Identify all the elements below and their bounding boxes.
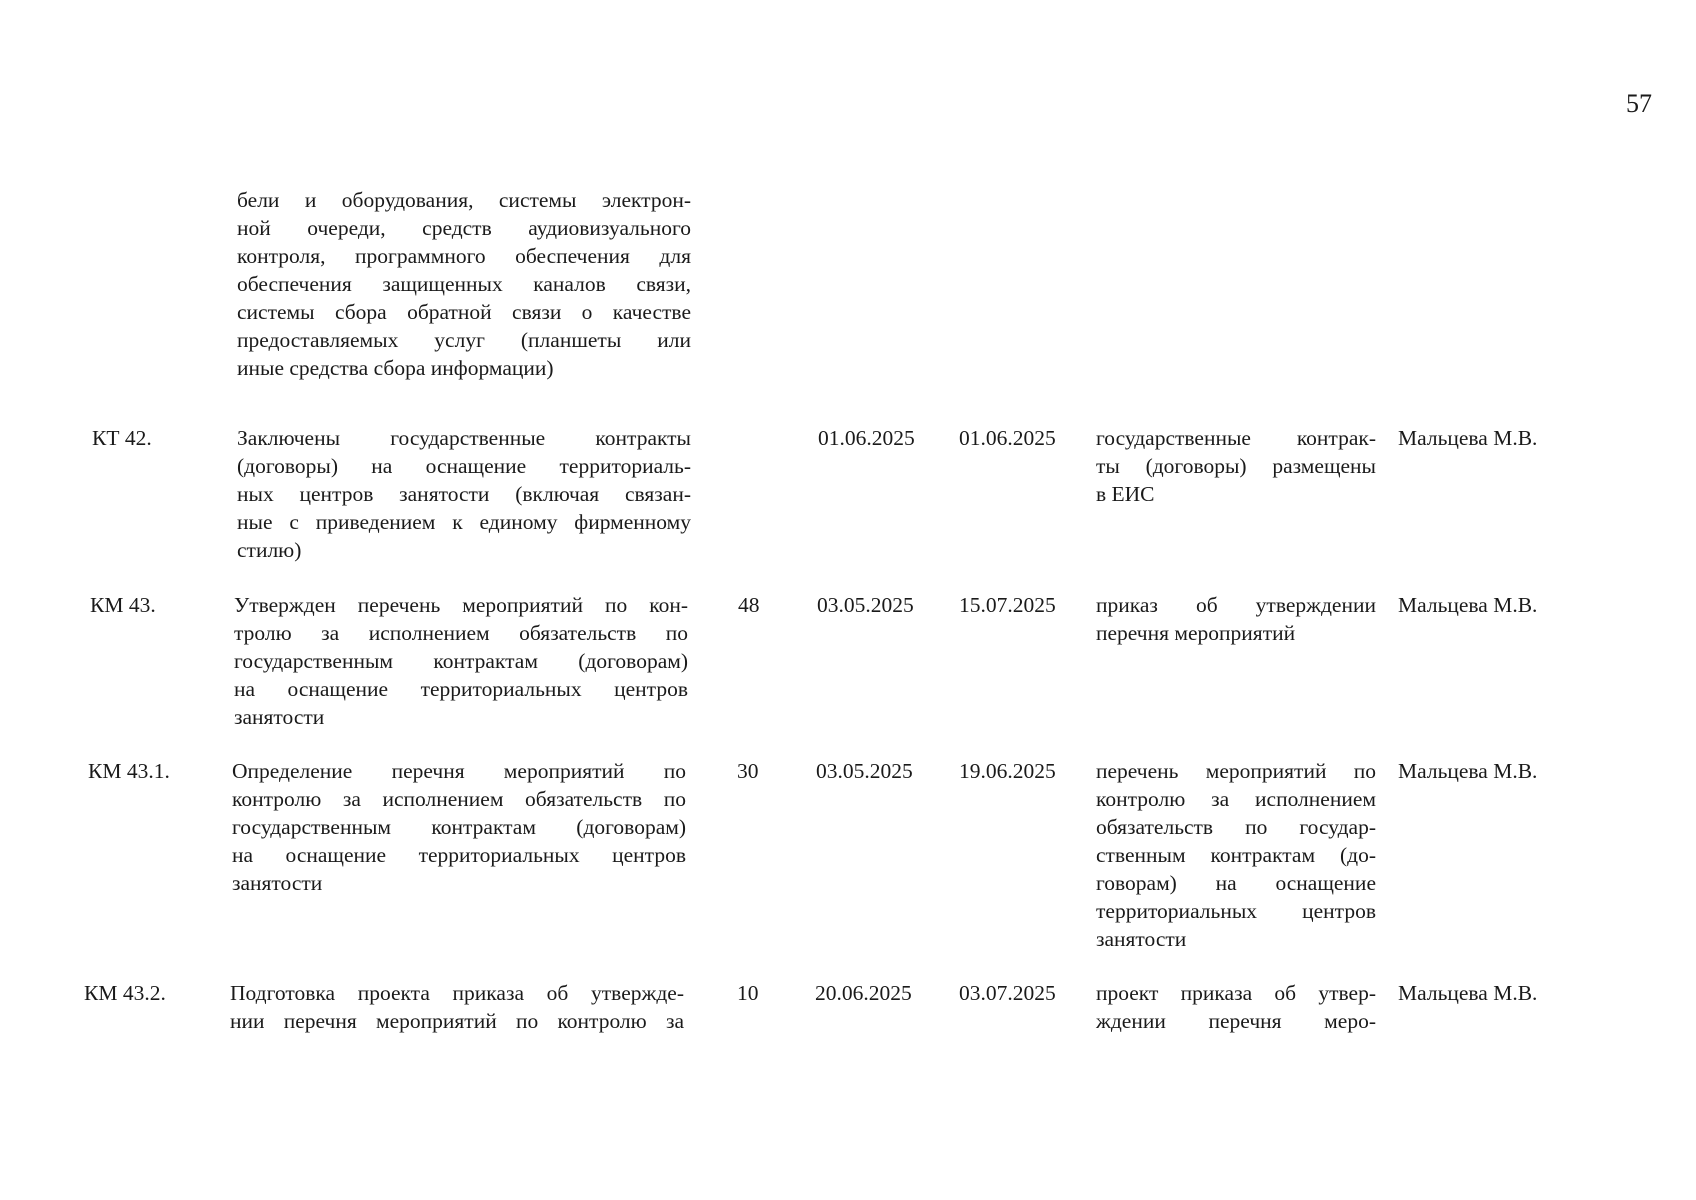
name-line: (договоры) на оснащение территориаль- (237, 454, 691, 478)
row-code: КМ 43.2. (84, 981, 166, 1005)
name-line: иные средства сбора информации) (237, 356, 554, 380)
row-code: КМ 43. (90, 593, 156, 617)
row-days: 10 (737, 981, 759, 1005)
row-days: 30 (737, 759, 759, 783)
result-line: ты (договоры) размещены (1096, 454, 1376, 478)
name-line: тролю за исполнением обязательств по (234, 621, 688, 645)
result-line: территориальных центров (1096, 899, 1376, 923)
name-line: контролю за исполнением обязательств по (232, 787, 686, 811)
result-line: перечня мероприятий (1096, 621, 1296, 645)
name-line: Утвержден перечень мероприятий по кон- (234, 593, 688, 617)
row-start-date: 03.05.2025 (817, 593, 914, 617)
name-line: ных центров занятости (включая связан- (237, 482, 691, 506)
row-result (1096, 979, 1376, 1035)
row-name (234, 591, 688, 731)
row-name (230, 979, 684, 1035)
row-name (237, 186, 691, 382)
row-responsible: Мальцева М.В. (1398, 426, 1538, 450)
name-line: занятости (234, 705, 325, 729)
row-responsible: Мальцева М.В. (1398, 981, 1538, 1005)
name-line: государственным контрактам (договорам) (234, 649, 688, 673)
result-line: говорам) на оснащение (1096, 871, 1376, 895)
page-number: 57 (1626, 89, 1652, 118)
result-line: ственным контрактам (до- (1096, 843, 1376, 867)
name-line: на оснащение территориальных центров (232, 843, 686, 867)
row-end-date: 03.07.2025 (959, 981, 1056, 1005)
row-end-date: 01.06.2025 (959, 426, 1056, 450)
result-line: проект приказа об утвер- (1096, 981, 1376, 1005)
row-name (237, 424, 691, 564)
row-start-date: 20.06.2025 (815, 981, 912, 1005)
name-line: контроля, программного обеспечения для (237, 244, 691, 268)
row-result (1096, 424, 1376, 508)
name-line: Заключены государственные контракты (237, 426, 691, 450)
name-line: государственным контрактам (договорам) (232, 815, 686, 839)
result-line: обязательств по государ- (1096, 815, 1376, 839)
row-code: КМ 43.1. (88, 759, 170, 783)
row-result (1096, 757, 1376, 953)
result-line: занятости (1096, 927, 1187, 951)
row-end-date: 19.06.2025 (959, 759, 1056, 783)
result-line: контролю за исполнением (1096, 787, 1376, 811)
row-result (1096, 591, 1376, 647)
name-line: ной очереди, средств аудиовизуального (237, 216, 691, 240)
name-line: предоставляемых услуг (планшеты или (237, 328, 691, 352)
name-line: Определение перечня мероприятий по (232, 759, 686, 783)
result-line: перечень мероприятий по (1096, 759, 1376, 783)
result-line: ждении перечня меро- (1096, 1009, 1376, 1033)
row-end-date: 15.07.2025 (959, 593, 1056, 617)
row-start-date: 01.06.2025 (818, 426, 915, 450)
row-responsible: Мальцева М.В. (1398, 759, 1538, 783)
result-line: в ЕИС (1096, 482, 1155, 506)
name-line: ные с приведением к единому фирменному (237, 510, 691, 534)
name-line: бели и оборудования, системы электрон- (237, 188, 691, 212)
result-line: государственные контрак- (1096, 426, 1376, 450)
name-line: стилю) (237, 538, 302, 562)
name-line: занятости (232, 871, 323, 895)
result-line: приказ об утверждении (1096, 593, 1376, 617)
name-line: на оснащение территориальных центров (234, 677, 688, 701)
row-start-date: 03.05.2025 (816, 759, 913, 783)
row-days: 48 (738, 593, 760, 617)
row-code: КТ 42. (92, 426, 152, 450)
name-line: Подготовка проекта приказа об утвержде- (230, 981, 684, 1005)
name-line: системы сбора обратной связи о качестве (237, 300, 691, 324)
name-line: нии перечня мероприятий по контролю за (230, 1009, 684, 1033)
row-name (232, 757, 686, 897)
name-line: обеспечения защищенных каналов связи, (237, 272, 691, 296)
row-responsible: Мальцева М.В. (1398, 593, 1538, 617)
